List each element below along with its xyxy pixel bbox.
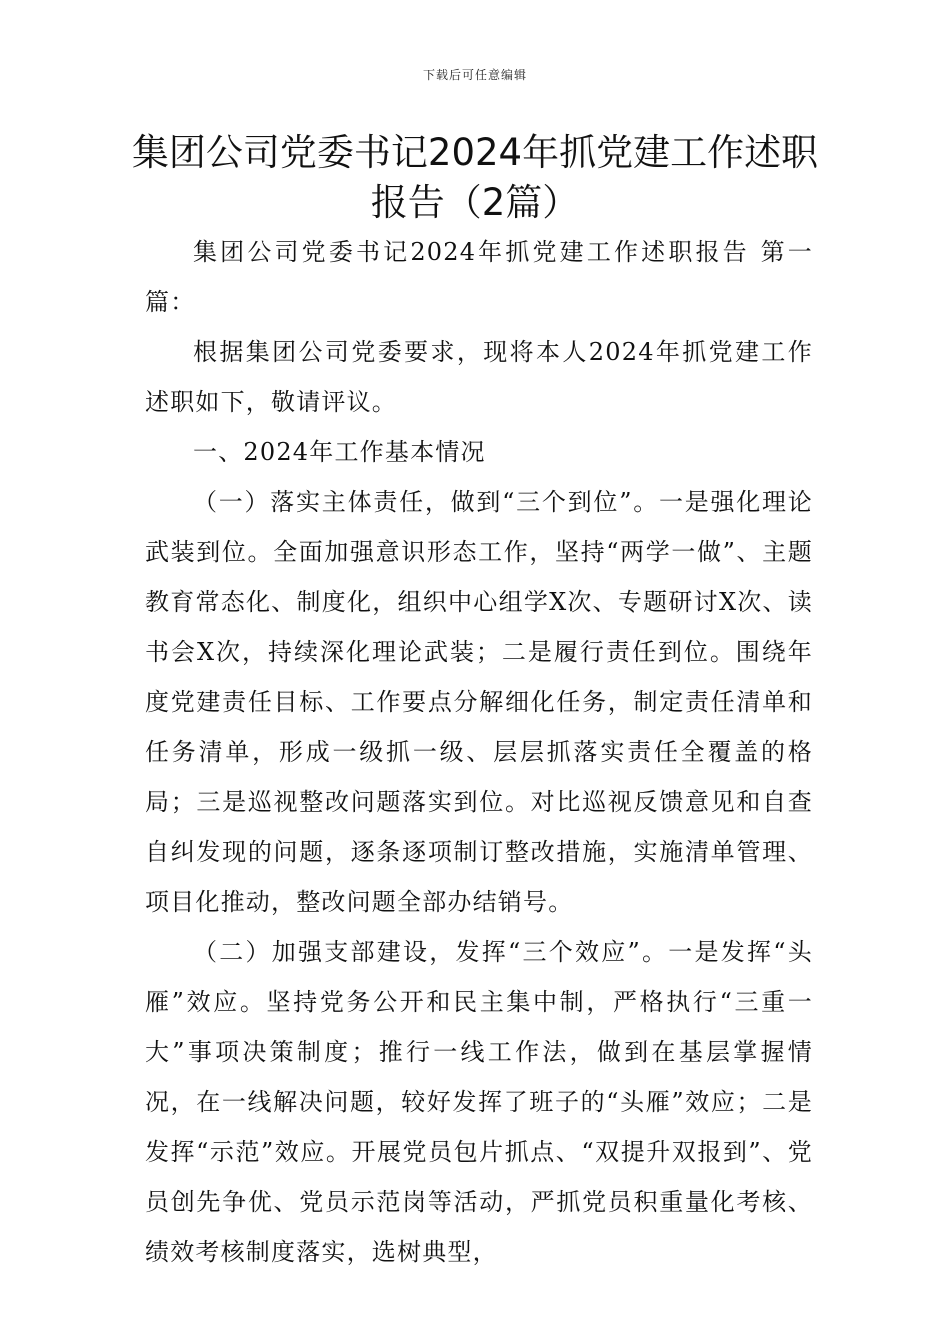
title-line-1: 集团公司党委书记2024年抓党建工作述职 xyxy=(131,131,819,174)
paragraph-section-1: （一）落实主体责任，做到“三个到位”。一是强化理论武装到位。全面加强意识形态工作，坚持“两学一做”、主题教育常态化、制度化，组织中心组学X次、专题研讨X次、读书会X次，持续深化理论武装；二是履行责任到位。围绕年度党建责任目标、工作要点分解细化任务，制定责任清单和任务清单，形成一级抓一级、层层抓落实责任全覆盖的格局；三是巡视整改问题落实到位。对比巡视反馈意见和自查自纠发现的问题，逐条逐项制订整改措施，实施清单管理、项目化推动，整改问题全部办结销号。 xyxy=(145,488,813,916)
document-body xyxy=(145,227,813,1277)
title-line-2: 报告（2篇） xyxy=(370,181,580,224)
paragraph-subtitle: 集团公司党委书记2024年抓党建工作述职报告 第一篇： xyxy=(145,238,813,316)
paragraph-intro: 根据集团公司党委要求，现将本人2024年抓党建工作述职如下，敬请评议。 xyxy=(145,338,813,416)
header-note: 下载后可任意编辑 xyxy=(422,68,527,82)
document-title xyxy=(100,128,850,228)
paragraph-section-2: （二）加强支部建设，发挥“三个效应”。一是发挥“头雁”效应。坚持党务公开和民主集中制，严格执行“三重一大”事项决策制度；推行一线工作法，做到在基层掌握情况，在一线解决问题，较好发挥了班子的“头雁”效应；二是发挥“示范”效应。开展党员包片抓点、“双提升双报到”、党员创先争优、党员示范岗等活动，严抓党员积重量化考核、绩效考核制度落实，选树典型， xyxy=(145,938,813,1266)
section-heading: 一、2024年工作基本情况 xyxy=(193,438,486,466)
